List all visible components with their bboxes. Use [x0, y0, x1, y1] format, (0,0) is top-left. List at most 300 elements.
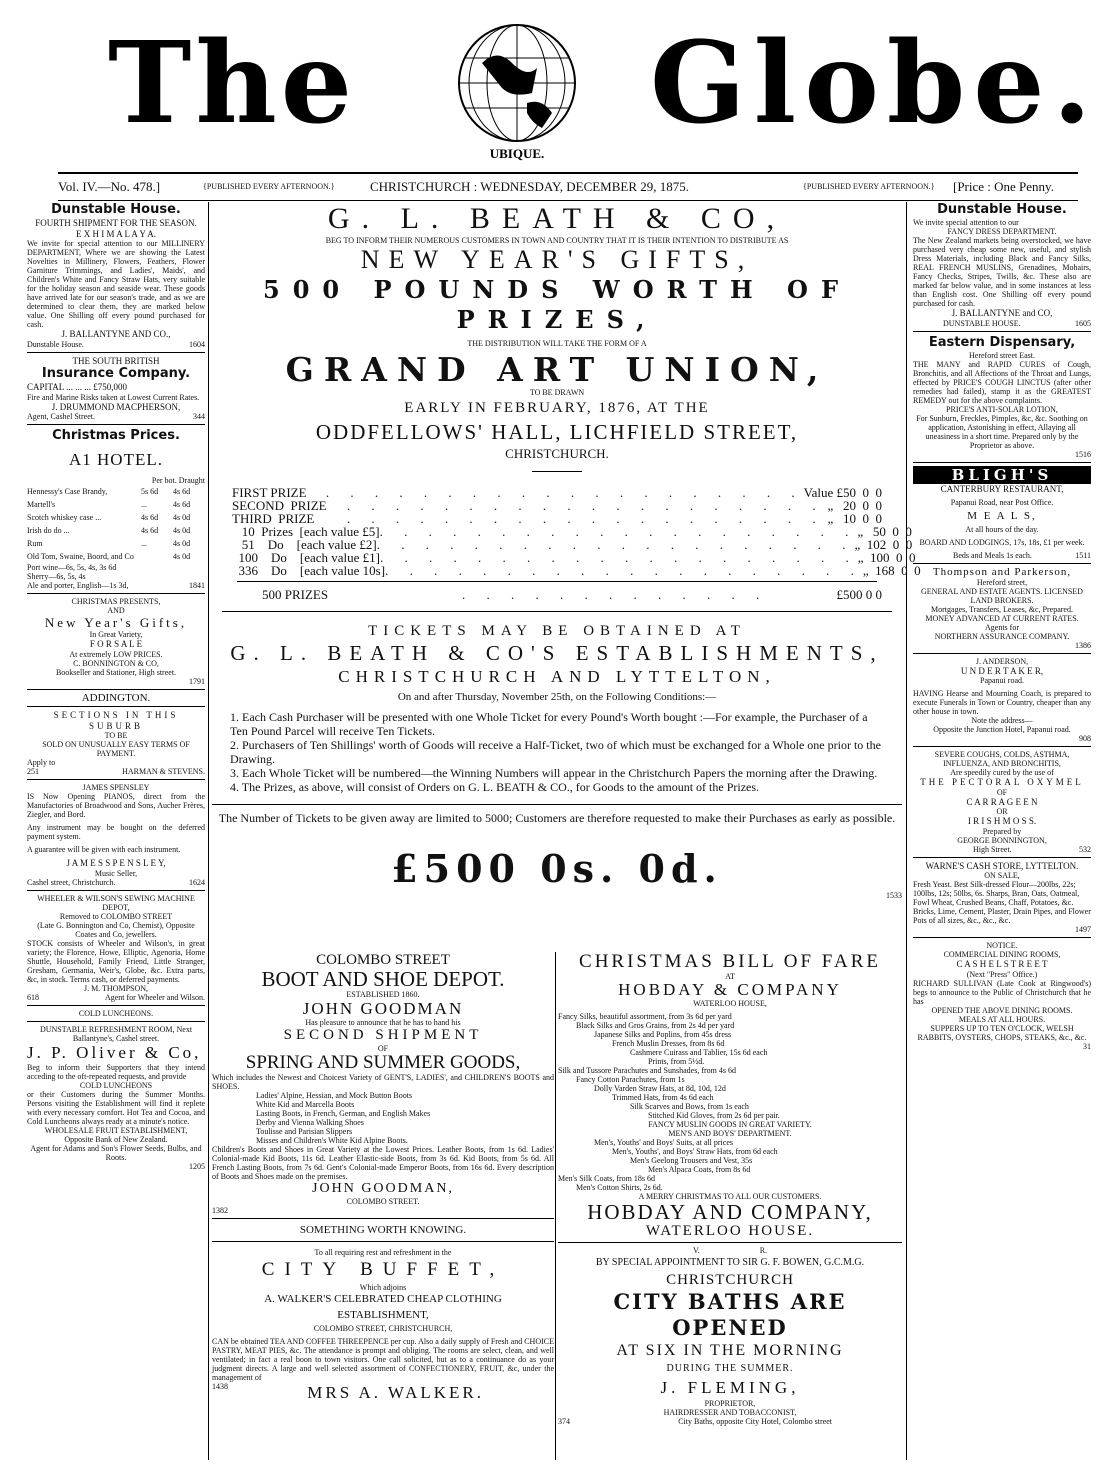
ad-line: WATERLOO HOUSE.: [645, 1223, 815, 1239]
ad-number: 1533: [886, 891, 902, 900]
ad-line: Opposite Bank of New Zealand.: [64, 1134, 168, 1144]
ad-line: COLOMBO STREET: [316, 952, 450, 968]
divider: [27, 706, 205, 707]
list-item: Ladies' Alpine, Hessian, and Mock Button Boots: [256, 1091, 413, 1100]
prize-value: „ 100 0 0: [857, 550, 916, 565]
list-item: Men's Silk Coats, from 18s 6d: [558, 1174, 655, 1183]
prize-value: „ 10 0 0: [827, 511, 882, 526]
beath-advertisement: [212, 202, 921, 946]
prize-row: [232, 563, 921, 578]
divider: [212, 1241, 554, 1242]
hobday-advertisement: [558, 952, 902, 1460]
ad-line: OF: [996, 787, 1008, 797]
ad-line: ESTABLISHMENT,: [337, 1309, 429, 1321]
ad-line: Hereford street,: [976, 577, 1028, 587]
ad-body: STOCK consists of Wheeler and Wilson's, in great variety; the Florence, Howe, Elliptic, Agenoria, Home Shuttle, Household, Family Friend, Little Stranger, Gresham, Germania, Weir's, Globe, &c. Extra parts, &c, in stock. Terms cash, or deferred payments.: [27, 938, 205, 984]
ad-line: Papanui Road, near Post Office.: [950, 498, 1054, 507]
price-value: ...: [141, 500, 147, 509]
ad-line: CHRISTMAS PRESENTS,: [71, 597, 161, 606]
ad-number: 618: [27, 992, 39, 1002]
list-item: Japanese Silks and Poplins, from 45s dress: [594, 1030, 732, 1039]
leader-dots: . . . . . . . . . . . . . . . . . . . .: [379, 524, 858, 539]
ad-number: 1624: [189, 877, 205, 887]
ad-line: OR: [996, 807, 1008, 816]
ad-signature: J. FLEMING,: [660, 1378, 800, 1397]
masthead: [0, 0, 1114, 172]
venue: ODDFELLOWS' HALL, LICHFIELD STREET,: [315, 420, 799, 444]
ad-line: AND: [107, 606, 125, 615]
list-item: Men's, Youths' and Boys' Suits, at all prices: [594, 1138, 733, 1147]
right-column: [913, 202, 1091, 1460]
place-date: CHRISTCHURCH : WEDNESDAY, DECEMBER 29, 1875.: [370, 179, 690, 194]
ad-heading: CHRISTMAS BILL OF FARE: [579, 951, 881, 972]
price-value: [141, 552, 173, 561]
prize-total: 500 PRIZES . . . . . . . . . . . . . £500 0 0: [212, 584, 902, 601]
ad-address: DUNSTABLE HOUSE.: [943, 318, 1021, 328]
ad-line: (Next "Press" Office.): [966, 969, 1038, 979]
condition-3: 3. Each Whole Ticket will be numbered—the Winning Numbers will appear in the Christchurch Papers the morning after the Drawing.: [230, 766, 878, 780]
list-item: Misses and Children's White Kid Alpine Boots.: [256, 1136, 408, 1145]
ad-line: MEALS AT ALL HOURS.: [958, 1014, 1046, 1024]
price-item: Hennessy's Case Brandy,: [27, 487, 108, 496]
divider: [237, 581, 877, 582]
ad-line: TICKETS MAY BE OBTAINED AT: [368, 623, 746, 639]
ad-line: BEG TO INFORM THEIR NUMEROUS CUSTOMERS IN TOWN AND COUNTRY THAT IT IS THEIR INTENTION TO DISTRIBUTE AS: [325, 236, 789, 245]
hobday-list: [558, 1012, 902, 1192]
ad-line: BY SPECIAL APPOINTMENT TO SIR G. F. BOWEN, G.C.M.G.: [595, 1257, 865, 1268]
ad-body: Children's Boots and Shoes in Great Variety at the Lowest Prices. Leather Boots, from 1s 6d. Ladies' Colonial-made Kid Boots, 11s 6d. Leather Elastic-side Boots, from 3s 6d. Kid Boots, from 5s 6d. All French Lasting Boots, from 7s 6d. Gent's Colonial-made Emperor Boots, from 16s 6d. Every description of Boots and Shoes made on the premises.: [212, 1145, 554, 1181]
ad-body: Fresh Yeast. Best Silk-dressed Flour—200lbs, 22s; 100lbs, 12s; 50lbs, 6s. Sharps, Bran, Oats, Oatmeal, Fowl Wheat, Crushed Beans, Chaff, Potatoes, &c. Bricks, Lime, Cement, Plaster, Drain Pipes, and Flower Pots of all sizes, &c., &c., &c.: [913, 880, 1091, 925]
ad-line: Prepared by: [982, 826, 1022, 836]
globe-motto: UBIQUE.: [489, 146, 545, 161]
ad-line: I R I S H M O S S.: [967, 816, 1037, 826]
ad-line: Opposite the Junction Hotel, Papanui road.: [933, 725, 1071, 734]
left-column: [27, 202, 205, 1460]
ad-line: Agents for: [985, 622, 1019, 632]
list-item: Prints, from 5½d.: [648, 1057, 705, 1066]
masthead-title-left: The: [108, 18, 357, 149]
ad-line: WHOLESALE FRUIT ESTABLISHMENT,: [44, 1125, 188, 1135]
divider: [27, 779, 205, 780]
ad-body: HAVING Hearse and Mourning Coach, is prepared to execute Funerals in Town or Country, cheaper than any other house in town.: [913, 689, 1091, 716]
ad-line: C A R R A G E E N: [966, 796, 1038, 807]
ad-heading: BOOT AND SHOE DEPOT.: [261, 967, 505, 991]
list-item: Silk and Tussore Parachutes and Sunshades, from 4s 6d: [558, 1066, 736, 1075]
leader-dots: . . . . . . . . . . . . . . . . . . . .: [346, 511, 825, 526]
ad-line: Apply to: [27, 758, 56, 767]
ad-line: A. WALKER'S CELEBRATED CHEAP CLOTHING: [264, 1293, 502, 1305]
ad-line: On and after Thursday, November 25th, on the Following Conditions:—: [397, 691, 717, 703]
prize-label: THIRD PRIZE: [232, 511, 315, 526]
ad-subheading: FOURTH SHIPMENT FOR THE SEASON.: [35, 218, 197, 228]
list-item: Men's Cotton Shirts, 2s 6d.: [576, 1183, 663, 1192]
ad-body: Which includes the Newest and Choicest Variety of GENT'S, LADIES', and CHILDREN'S BOOTS and SHOES.: [212, 1073, 554, 1091]
price-row: [27, 485, 205, 498]
ad-line: G. L. BEATH & CO'S ESTABLISHMENTS,: [230, 641, 884, 665]
divider: [27, 593, 205, 594]
ad-number: 1382: [212, 1206, 228, 1215]
price-item: Rum: [27, 539, 43, 548]
price-list: [27, 485, 205, 563]
ad-subheading: New Year's Gifts,: [44, 615, 188, 630]
divider: [913, 746, 1091, 747]
divider: [212, 804, 902, 805]
ad-heading: Dunstable House.: [937, 202, 1067, 217]
ad-line: PROPRIETOR,: [704, 1399, 756, 1408]
ad-heading: WARNE'S CASH STORE, LYTTELTON.: [925, 860, 1079, 871]
prize-heading: 500 POUNDS WORTH OF PRIZES,: [263, 275, 851, 334]
ad-subheading: CANTERBURY RESTAURANT,: [940, 483, 1064, 494]
ad-line: Agent for Wheeler and Wilson.: [104, 992, 205, 1002]
ad-line: Mortgages, Transfers, Leases, &c, Prepared.: [931, 604, 1073, 614]
art-union-heading: GRAND ART UNION,: [285, 350, 829, 389]
ad-number: 31: [1083, 1041, 1091, 1051]
ad-heading: Thompson and Parkerson,: [932, 566, 1072, 578]
total-amount: £500 0 0: [836, 587, 882, 602]
ad-subheading: JOHN GOODMAN: [302, 999, 464, 1018]
divider: [27, 890, 205, 891]
ad-line: Papanui road.: [980, 676, 1024, 685]
prize-list: [212, 485, 921, 578]
new-year-gifts: NEW YEAR'S GIFTS,: [360, 245, 754, 274]
ad-line: F O R S A L E: [89, 639, 143, 649]
ad-heading: NOTICE.: [986, 941, 1018, 950]
ad-signature: MRS A. WALKER.: [307, 1383, 484, 1402]
price-value: 4s 6d: [173, 500, 191, 509]
ad-address: Agent, Cashel Street.: [27, 412, 95, 421]
ad-line: A MERRY CHRISTMAS TO ALL OUR CUSTOMERS.: [638, 1192, 822, 1201]
ad-signature: HARMAN & STEVENS.: [122, 767, 205, 776]
list-item: Trimmed Hats, from 4s 6d each: [612, 1093, 714, 1102]
ad-line: BOARD AND LODGINGS, 17s, 18s, £1 per week.: [919, 538, 1085, 547]
ad-number: 251: [27, 767, 39, 776]
ad-line: OF: [377, 1044, 389, 1053]
list-item: Men's, Youths', and Boys' Straw Hats, from 6d each: [612, 1147, 778, 1156]
condition-4: 4. The Prizes, as above, will consist of Orders on G. L. BEATH & CO., for Goods to the amount of the Prizes.: [230, 780, 760, 794]
divider: [27, 689, 205, 690]
ad-line: In Great Variety,: [89, 630, 143, 639]
ad-heading: CITY BATHS ARE OPENED: [613, 1289, 847, 1340]
price-value: ...: [141, 539, 147, 548]
price-row: [27, 511, 205, 524]
ad-number: 374: [558, 1417, 570, 1426]
ad-line: COLD LUNCHEONS: [79, 1080, 153, 1090]
ad-line: At all hours of the day.: [965, 525, 1039, 534]
list-item: White Kid and Marcella Boots: [256, 1100, 355, 1109]
ad-body: For Sunburn, Freckles, Pimples, &c, &c. Soothing on application, Astonishing in effect, Allaying all uneasiness in a short time. Prepared only by the Proprietor as above.: [916, 413, 1088, 450]
ad-number: 1791: [189, 676, 205, 686]
ad-number: 1516: [1075, 449, 1091, 459]
prize-label: 336 Do [each value 10s]: [232, 563, 386, 578]
ad-line: AT: [725, 972, 735, 981]
list-item: Cashmere Cuirass and Tablier, 15s 6d each: [630, 1048, 768, 1057]
ad-line: THE DISTRIBUTION WILL TAKE THE FORM OF A: [467, 339, 647, 348]
column-divider: [208, 202, 209, 1460]
ad-subheading: J. P. Oliver & Co,: [27, 1042, 202, 1062]
ad-line: CHRISTCHURCH.: [505, 446, 609, 461]
ad-line: WATERLOO HOUSE,: [693, 999, 767, 1008]
ad-subheading: HOBDAY & COMPANY: [618, 980, 842, 999]
list-item: Fancy Cotton Parachutes, from 1s: [576, 1075, 685, 1084]
ad-line: CHRISTCHURCH AND LYTTELTON,: [338, 667, 776, 686]
ad-body: or their Customers during the Summer Months. Persons visiting the Establishment will find it replete with every necessary comfort. Hot Tea and Cocoa, and Cold Luncheons always ready at a minute's notice.: [27, 1089, 205, 1126]
prize-label: FIRST PRIZE: [232, 485, 307, 500]
price-item: Old Tom, Swaine, Boord, and Co: [27, 552, 134, 561]
boot-list: [212, 1091, 554, 1145]
column-divider: [906, 202, 907, 1460]
ad-body: Beg to inform their Supporters that they intend acceding to the oft-repeated requests, and provide: [27, 1062, 205, 1081]
ad-line: COMMERCIAL DINING ROOMS,: [943, 950, 1061, 959]
price-header: Per bot. Draught: [151, 476, 205, 485]
ad-line: ON SALE,: [984, 871, 1020, 880]
ad-line: The Number of Tickets to be given away are limited to 5000; Customers are therefore requested to make their Purchases as early as possible.: [218, 811, 896, 825]
ad-line: To all requiring rest and refreshment in the: [314, 1248, 452, 1257]
ad-line: TO BE DRAWN: [529, 388, 585, 397]
prize-label: 10 Prizes [each value £5]: [232, 524, 380, 539]
beath-heading: G. L. BEATH & CO,: [327, 202, 787, 235]
divider: [27, 1021, 205, 1022]
list-item: Men's Geelong Trousers and Vest, 35s: [630, 1156, 753, 1165]
volume-number: Vol. IV.—No. 478.]: [58, 179, 161, 194]
list-item: Men's Alpaca Coats, from 8s 6d: [648, 1165, 751, 1174]
list-item: Silk Scarves and Bows, from 1s each: [630, 1102, 749, 1111]
divider: [27, 1005, 205, 1006]
ad-heading: SPRING AND SUMMER GOODS,: [245, 1052, 521, 1073]
ad-line: EARLY IN FEBRUARY, 1876, AT THE: [404, 400, 710, 416]
ad-address: Dunstable House.: [27, 339, 84, 349]
price-value: 4s 6d: [141, 513, 159, 522]
ad-subheading: A1 HOTEL.: [69, 450, 163, 469]
divider: [212, 1218, 554, 1219]
ad-body: We invite for special attention to our MILLINERY DEPARTMENT, Where we are showing the Latest Novelties in Millinery, Flowers, Feathers, Flower Garniture Trimmings, and Ladies', Maids', and Children's White and Fancy Straw Hats, very suitable for the holiday season and seaside wear. These goods have arrived late for our season's trade, and as we are determined to clear them, they are marked below value. One Shilling off every pound purchased for cash.: [27, 239, 205, 329]
ad-body: A guarantee will be given with each instrument.: [27, 845, 181, 854]
price-row: [27, 537, 205, 550]
goodman-advertisement: [212, 952, 554, 1460]
ad-heading: HOBDAY AND COMPANY,: [587, 1200, 873, 1224]
ad-line: Hereford street East.: [969, 350, 1035, 360]
ad-number: 1841: [189, 581, 205, 590]
list-item: Stitched Kid Gloves, from 2s 6d per pair.: [648, 1111, 780, 1120]
ad-signature: JOHN GOODMAN,: [312, 1181, 454, 1196]
prize-label: 100 Do [each value £1]: [232, 550, 381, 565]
price-value: 4s 0d: [173, 526, 191, 535]
leader-dots: . . . . . . . . . . . . . . . . . . . .: [385, 563, 863, 578]
ad-signature: GEORGE BONNINGTON,: [957, 835, 1047, 845]
list-item: Dolly Varden Straw Hats, at 8d, 10d, 12d: [594, 1084, 726, 1093]
divider: [532, 471, 582, 472]
total-label: 500 PRIZES: [262, 587, 329, 602]
divider: [913, 937, 1091, 938]
list-item: MEN'S AND BOYS' DEPARTMENT.: [668, 1129, 792, 1138]
ad-heading: SEVERE COUGHS, COLDS, ASTHMA, INFLUENZA, AND BRONCHITIS,: [934, 750, 1070, 768]
divider: [222, 611, 892, 612]
ad-line: CHRISTCHURCH: [666, 1272, 794, 1288]
divider: [913, 462, 1091, 463]
ad-line: V. R.: [692, 1246, 768, 1255]
list-item: Toulisse and Parisian Slippers: [256, 1127, 353, 1136]
list-item: FANCY MUSLIN GOODS IN GREAT VARIETY.: [648, 1120, 812, 1129]
ad-subheading: THE PECTORAL OXYMEL: [920, 777, 1084, 787]
ad-number: 908: [1079, 734, 1091, 743]
ad-signature: J. ANDERSON,: [975, 656, 1029, 666]
ad-line: Which adjoins: [359, 1283, 407, 1292]
ad-heading: Dunstable House.: [51, 202, 181, 217]
ad-body: CAN be obtained TEA AND COFFEE THREEPENCE per cup. Also a daily supply of Fresh and CHOICE PASTRY, MEAT PIES, &c. The attendance is prompt and obliging. The rooms are select, clean, and well ventilated; in fact a real boon to town visitors. One call solicited, but as to a continuance do as your judgment directs. A large and well selected assortment of CONFECTIONERY, FRUIT, &c, under the management of: [212, 1337, 554, 1382]
divider: [558, 1242, 902, 1243]
ad-number: 1205: [189, 1161, 205, 1171]
ad-body: THE MANY and RAPID CURES of Cough, Bronchitis, and all Affections of the Throat and Lungs, effected by PRICE'S COUGH LINCTUS (after other remedies had failed), stamp it as the GREATEST REMEDY out for the above complaints.: [913, 359, 1091, 405]
ad-line: OPENED THE ABOVE DINING ROOMS.: [931, 1005, 1073, 1015]
ad-line: COLOMBO STREET.: [346, 1197, 420, 1206]
ad-number: 1497: [1075, 925, 1091, 934]
ad-body: The New Zealand markets being overstocked, we have purchased very cheap some new, useful, and stylish Dress Materials, including Black and Fancy Silks, REAL FRENCH MUSLINS, Grenadines, Mohairs, Fancy Checks, Stripes, Twills, &c. These also are marked far below value, and in some instances at less than English cost. One Shilling off every pound purchased for cash.: [913, 236, 1091, 308]
ad-line: SOLD ON UNUSUALLY EASY TERMS OF PAYMENT.: [42, 740, 190, 758]
ad-signature: J. BALLANTYNE and CO,: [951, 308, 1053, 318]
list-item: Black Silks and Gros Grains, from 2s 4d per yard: [576, 1021, 735, 1030]
price-value: 4s 0d: [173, 513, 191, 522]
ad-line: Note the address—: [971, 716, 1033, 725]
ad-line: Music Seller,: [94, 868, 138, 878]
divider: [27, 424, 205, 425]
ad-line: ESTABLISHED 1860.: [346, 990, 420, 999]
ad-heading: WHEELER & WILSON'S SEWING MACHINE DEPOT,: [37, 893, 195, 912]
price-item: Irish do do ...: [27, 526, 70, 535]
ad-line: DUNSTABLE REFRESHMENT ROOM, Next Ballantyne's, Cashel street.: [39, 1024, 193, 1043]
price-value: 4s 6d: [141, 526, 159, 535]
ad-line: COLOMBO STREET, CHRISTCHURCH,: [313, 1324, 453, 1333]
list-item: Derby and Vienna Walking Shoes: [256, 1118, 364, 1127]
ad-line: Sherry—6s, 5s, 4s: [27, 572, 86, 581]
prize-value: „ 20 0 0: [827, 498, 882, 513]
ad-line: Agent for Adams and Son's Flower Seeds, Bulbs, and Roots.: [30, 1143, 202, 1162]
divider: [913, 331, 1091, 332]
leader-dots: . . . . . . . . . . . . . . . . . . . .: [325, 485, 804, 500]
ad-line: We invite special attention to our: [913, 218, 1019, 227]
divider: [913, 563, 1091, 564]
ad-subheading: U N D E R T A K E R,: [960, 665, 1044, 676]
ad-address: Cashel street, Christchurch.: [27, 877, 116, 887]
prize-value: „ 168 0 0: [862, 563, 921, 578]
list-item: French Muslin Dresses, from 8s 6d: [612, 1039, 725, 1048]
ad-line: NORTHERN ASSURANCE COMPANY.: [934, 631, 1070, 641]
ad-line: GENERAL AND ESTATE AGENTS. LICENSED LAND BROKERS.: [921, 586, 1083, 605]
list-item: Fancy Silks, beautiful assortment, from 3s 6d per yard: [558, 1012, 732, 1021]
ad-heading: SOMETHING WORTH KNOWING.: [299, 1224, 467, 1236]
price-value: 5s 6d: [141, 487, 159, 496]
price-row: [27, 524, 205, 537]
prize-value: Value £50 0 0: [803, 485, 882, 500]
price-item: Scotch whiskey case ...: [27, 513, 102, 522]
ad-number: 344: [193, 412, 205, 421]
ad-number: 532: [1079, 844, 1091, 854]
ad-number: 1604: [189, 339, 205, 349]
ad-line: Port wine—6s, 5s, 4s, 3s 6d: [27, 563, 117, 572]
ad-signature: J. M. THOMPSON,: [83, 983, 149, 993]
ad-number: 1438: [212, 1382, 228, 1391]
dateline: [58, 172, 1078, 201]
ad-signature: J. BALLANTYNE AND CO.,: [61, 329, 171, 339]
ad-number: 1605: [1075, 318, 1091, 328]
prize-value: „ 102 0 0: [854, 537, 913, 552]
ad-line: FANCY DRESS DEPARTMENT.: [947, 227, 1057, 236]
ad-line: Beds and Meals 1s each.: [953, 551, 1032, 560]
ad-line: AT SIX IN THE MORNING: [616, 1342, 844, 1359]
ad-line: SECTIONS IN THIS SUBURB: [53, 710, 179, 731]
ad-subheading: CITY BUFFET,: [261, 1259, 505, 1280]
ad-body: Fire and Marine Risks taken at Lowest Current Rates.: [27, 392, 200, 402]
ad-line: E X H I M A L A Y A.: [75, 228, 156, 239]
price-item: Martell's: [27, 500, 56, 509]
ad-line: At extremely LOW PRICES.: [69, 649, 163, 659]
ad-address: City Baths, opposite City Hotel, Colombo street: [678, 1417, 832, 1426]
divider: [27, 352, 205, 353]
condition-1: 1. Each Cash Purchaser will be presented with one Whole Ticket for every Pound's Worth bought :—For example, the Purchaser of a Ten Pound Parcel will receive Ten Tickets.: [230, 710, 868, 738]
ad-line: (Late G. Bonnington and Co, Chemist), Opposite Coates and Co, jewellers.: [37, 920, 195, 939]
ad-line: PRICE'S ANTI-SOLAR LOTION,: [946, 404, 1058, 414]
published-note-2: {PUBLISHED EVERY AFTERNOON.}: [803, 182, 935, 191]
ad-heading: JAMES SPENSLEY: [82, 783, 150, 792]
condition-2: 2. Purchasers of Ten Shillings' worth of Goods will receive a Half-Ticket, two of which must be exchanged for a Whole one prior to the Drawing.: [230, 738, 881, 766]
prize-value: „ 50 0 0: [857, 524, 912, 539]
price-value: 4s 0d: [173, 552, 191, 561]
leader-dots: . . . . . . . . . . . . . . . . . . . .: [376, 537, 855, 552]
column-divider: [555, 952, 556, 1460]
price: [Price : One Penny.: [953, 179, 1054, 194]
total-banner: £500 0s. 0d.: [391, 846, 723, 891]
ad-address: Bookseller and Stationer, High street.: [55, 667, 177, 677]
prize-label: SECOND PRIZE: [232, 498, 327, 513]
leader-dots: . . . . . . . . . . . . . . . . . . . .: [346, 498, 825, 513]
ad-line: THE SOUTH BRITISH: [72, 355, 160, 366]
ad-line: HAIRDRESSER AND TOBACCONIST,: [663, 1408, 797, 1417]
price-value: 4s 6d: [173, 487, 191, 496]
ad-heading: Christmas Prices.: [52, 428, 180, 443]
ad-line: DURING THE SUMMER.: [666, 1363, 794, 1374]
ad-body: IS Now Opening PIANOS, direct from the Manufactories of Broadwood and Sons, Aucher Frères, Ziegler, and Bord.: [27, 792, 205, 819]
price-row: [27, 498, 205, 511]
ad-line: Has pleasure to announce that he has to hand his: [305, 1018, 461, 1027]
ad-line: Removed to COLOMBO STREET: [59, 911, 173, 921]
ad-line: MONEY ADVANCED AT CURRENT RATES.: [925, 613, 1079, 623]
ad-subheading: C A S H E L S T R E E T: [956, 959, 1048, 969]
ad-line: Ale and porter, English—1s 3d,: [27, 581, 129, 590]
divider: [913, 857, 1091, 858]
published-note: {PUBLISHED EVERY AFTERNOON.}: [203, 182, 335, 191]
ad-signature: J A M E S S P E N S L E Y,: [66, 858, 166, 868]
ad-body: SUPPERS UP TO TEN O'CLOCK, WELSH RABBITS, OYSTERS, CHOPS, STEAKS, &c., &c.: [917, 1023, 1087, 1042]
ad-number: 1511: [1075, 551, 1091, 560]
ad-line: CAPITAL ... ... ... £750,000: [27, 382, 127, 392]
globe-emblem: [442, 18, 592, 168]
price-row: [27, 550, 205, 563]
ad-body: RICHARD SULLIVAN (Late Cook at Ringwood's) begs to announce to the Public of Christchurch that he has: [913, 978, 1091, 1006]
bligh-heading: BLIGH'S: [913, 466, 1091, 484]
leader-dots: . . . . . . . . . . . . . . . . . . . .: [380, 550, 858, 565]
ad-signature: C. BONNINGTON & CO,: [73, 658, 159, 668]
condition-list: [212, 706, 902, 798]
divider: [913, 653, 1091, 654]
price-value: 4s 0d: [173, 539, 191, 548]
ad-heading: COLD LUNCHEONS.: [78, 1008, 154, 1018]
ad-heading: ADDINGTON.: [81, 691, 151, 704]
ad-signature: J. DRUMMOND MACPHERSON,: [51, 401, 181, 412]
ad-heading: Eastern Dispensary,: [928, 334, 1076, 350]
ad-line: M E A L S,: [967, 510, 1037, 522]
ad-heading: Insurance Company.: [41, 366, 191, 381]
ad-number: 1386: [1075, 640, 1091, 650]
ad-line: Are speedily cured by the use of: [950, 768, 1054, 777]
ad-line: SECOND SHIPMENT: [283, 1027, 483, 1043]
